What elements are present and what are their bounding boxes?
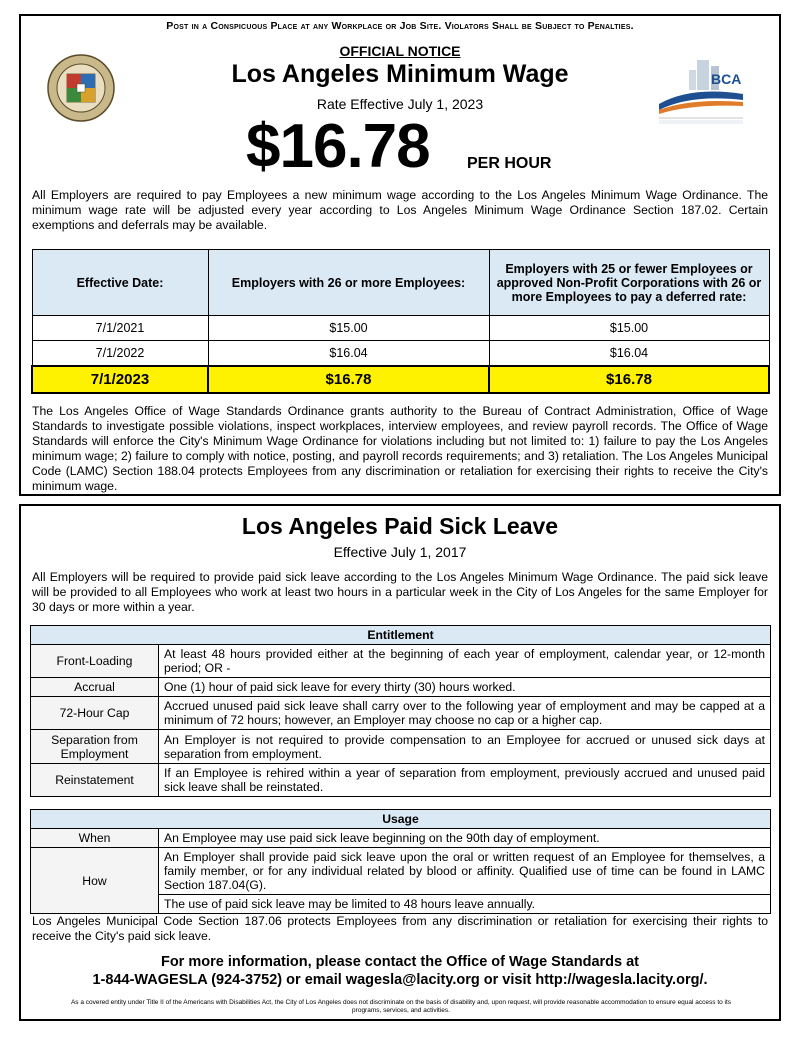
table-row bbox=[31, 697, 771, 730]
bca-logo bbox=[651, 56, 751, 128]
table-cell: $16.78 bbox=[489, 366, 769, 393]
table-cell: 7/1/2022 bbox=[32, 341, 208, 366]
official-notice-heading: OFFICIAL NOTICE bbox=[339, 43, 461, 59]
city-seal-logo bbox=[47, 54, 115, 122]
row-value: An Employer is not required to provide compensation to an Employee for accrued or unused sick days at separation from employment. bbox=[159, 730, 771, 764]
svg-text:BCA: BCA bbox=[711, 71, 742, 87]
row-value: An Employer shall provide paid sick leave upon the oral or written request of an Employee for themselves, a family member, or for any individual related by blood or affinity. Qualified use of time can be found in LAMC Section 187.04(G). bbox=[159, 848, 771, 895]
usage-table bbox=[30, 809, 771, 914]
table-cell: $15.00 bbox=[489, 316, 769, 341]
row-label: 72-Hour Cap bbox=[31, 697, 159, 730]
row-label: Separation from Employment bbox=[31, 730, 159, 764]
table-row-highlighted bbox=[32, 366, 769, 393]
wage-rate-table bbox=[31, 249, 770, 394]
sick-leave-intro: All Employers will be required to provide paid sick leave according to the Los Angeles Minimum Wage Ordinance. The paid sick leave will be provided to all Employees who work at least two hours in a particular week in the City of Los Angeles for the same Employer for 30 days or more within a year. bbox=[32, 570, 768, 614]
table-row bbox=[32, 316, 769, 341]
contact-line-1: For more information, please contact the Office of Wage Standards at bbox=[160, 954, 640, 970]
contact-line-2: 1-844-WAGESLA (924-3752) or email wagesla@lacity.org or visit http://wagesla.lacity.org/. bbox=[92, 972, 708, 988]
rate-effective-date: Rate Effective July 1, 2023 bbox=[316, 96, 484, 112]
row-value: An Employee may use paid sick leave beginning on the 90th day of employment. bbox=[159, 829, 771, 848]
table-row bbox=[31, 730, 771, 764]
column-header: Employers with 25 or fewer Employees or approved Non-Profit Corporations with 26 or more Employees to pay a deferred rate: bbox=[489, 250, 769, 316]
enforcement-paragraph: The Los Angeles Office of Wage Standards Ordinance grants authority to the Bureau of Contract Administration, Office of Wage Standards to investigate possible violations, inspect workplaces, interview employees, and review payroll records. The Office of Wage Standards will enforce the City's Minimum Wage Ordinance for violations including but not limited to: 1) failure to pay the Los Angeles minimum wage; 2) failure to comply with notice, posting, and payroll records requirements; and 3) retaliation. The Los Angeles Municipal Code (LAMC) Section 188.04 protects Employees from any discrimination or retaliation for exercising their rights to receive the City's minimum wage. bbox=[32, 404, 768, 493]
sick-leave-title: Los Angeles Paid Sick Leave bbox=[241, 513, 559, 539]
row-label: When bbox=[31, 829, 159, 848]
minimum-wage-section bbox=[19, 14, 781, 496]
table-cell: $16.04 bbox=[489, 341, 769, 366]
entitlement-header: Entitlement bbox=[31, 626, 771, 645]
row-label: Reinstatement bbox=[31, 764, 159, 797]
row-value: If an Employee is rehired within a year of separation from employment, previously accrued and unused paid sick leave shall be reinstated. bbox=[159, 764, 771, 797]
column-header: Employers with 26 or more Employees: bbox=[208, 250, 489, 316]
intro-paragraph: All Employers are required to pay Employees a new minimum wage according to the Los Angeles Minimum Wage Ordinance. The minimum wage rate will be adjusted every year according to Los Angeles Minimum Wage Ordinance Section 187.02. Certain exemptions and deferrals may be available. bbox=[32, 188, 768, 232]
table-cell: 7/1/2023 bbox=[32, 366, 208, 393]
table-row bbox=[31, 829, 771, 848]
page-title: Los Angeles Minimum Wage bbox=[231, 60, 569, 88]
entitlement-table bbox=[30, 625, 771, 797]
table-cell: 7/1/2021 bbox=[32, 316, 208, 341]
table-row bbox=[31, 848, 771, 895]
row-value: One (1) hour of paid sick leave for every thirty (30) hours worked. bbox=[159, 678, 771, 697]
row-value: Accrued unused paid sick leave shall carry over to the following year of employment and may be capped at a minimum of 72 hours; however, an Employer may choose no cap or a higher cap. bbox=[159, 697, 771, 730]
post-notice: Post in a Conspicuous Place at any Workplace or Job Site. Violators Shall be Subject to Penalties. bbox=[166, 20, 634, 32]
table-row bbox=[31, 764, 771, 797]
table-row bbox=[31, 678, 771, 697]
table-header-row bbox=[32, 250, 769, 316]
usage-header: Usage bbox=[31, 810, 771, 829]
table-cell: $15.00 bbox=[208, 316, 489, 341]
table-cell: $16.04 bbox=[208, 341, 489, 366]
protection-paragraph: Los Angeles Municipal Code Section 187.06 protects Employees from any discrimination or retaliation for exercising their rights to receive the City's paid sick leave. bbox=[32, 914, 768, 943]
paid-sick-leave-section bbox=[19, 504, 781, 1021]
row-label: Accrual bbox=[31, 678, 159, 697]
table-cell: $16.78 bbox=[208, 366, 489, 393]
row-label: How bbox=[31, 848, 159, 914]
per-hour-label: PER HOUR bbox=[467, 155, 552, 172]
row-value: At least 48 hours provided either at the beginning of each year of employment, calendar year, or 12-month period; OR - bbox=[159, 645, 771, 678]
row-label: Front-Loading bbox=[31, 645, 159, 678]
column-header: Effective Date: bbox=[32, 250, 208, 316]
minimum-wage-amount: $16.78 bbox=[246, 112, 430, 181]
sick-leave-effective-date: Effective July 1, 2017 bbox=[333, 544, 467, 560]
table-row bbox=[32, 341, 769, 366]
ada-notice: As a covered entity under Title II of the Americans with Disabilities Act, the City of Los Angeles does not discriminate on the basis of disability and, upon request, will provide reasonable accommodation to ensure equal access to its programs, services, and activities. bbox=[70, 999, 732, 1014]
row-value: The use of paid sick leave may be limited to 48 hours leave annually. bbox=[159, 895, 771, 914]
table-row bbox=[31, 645, 771, 678]
